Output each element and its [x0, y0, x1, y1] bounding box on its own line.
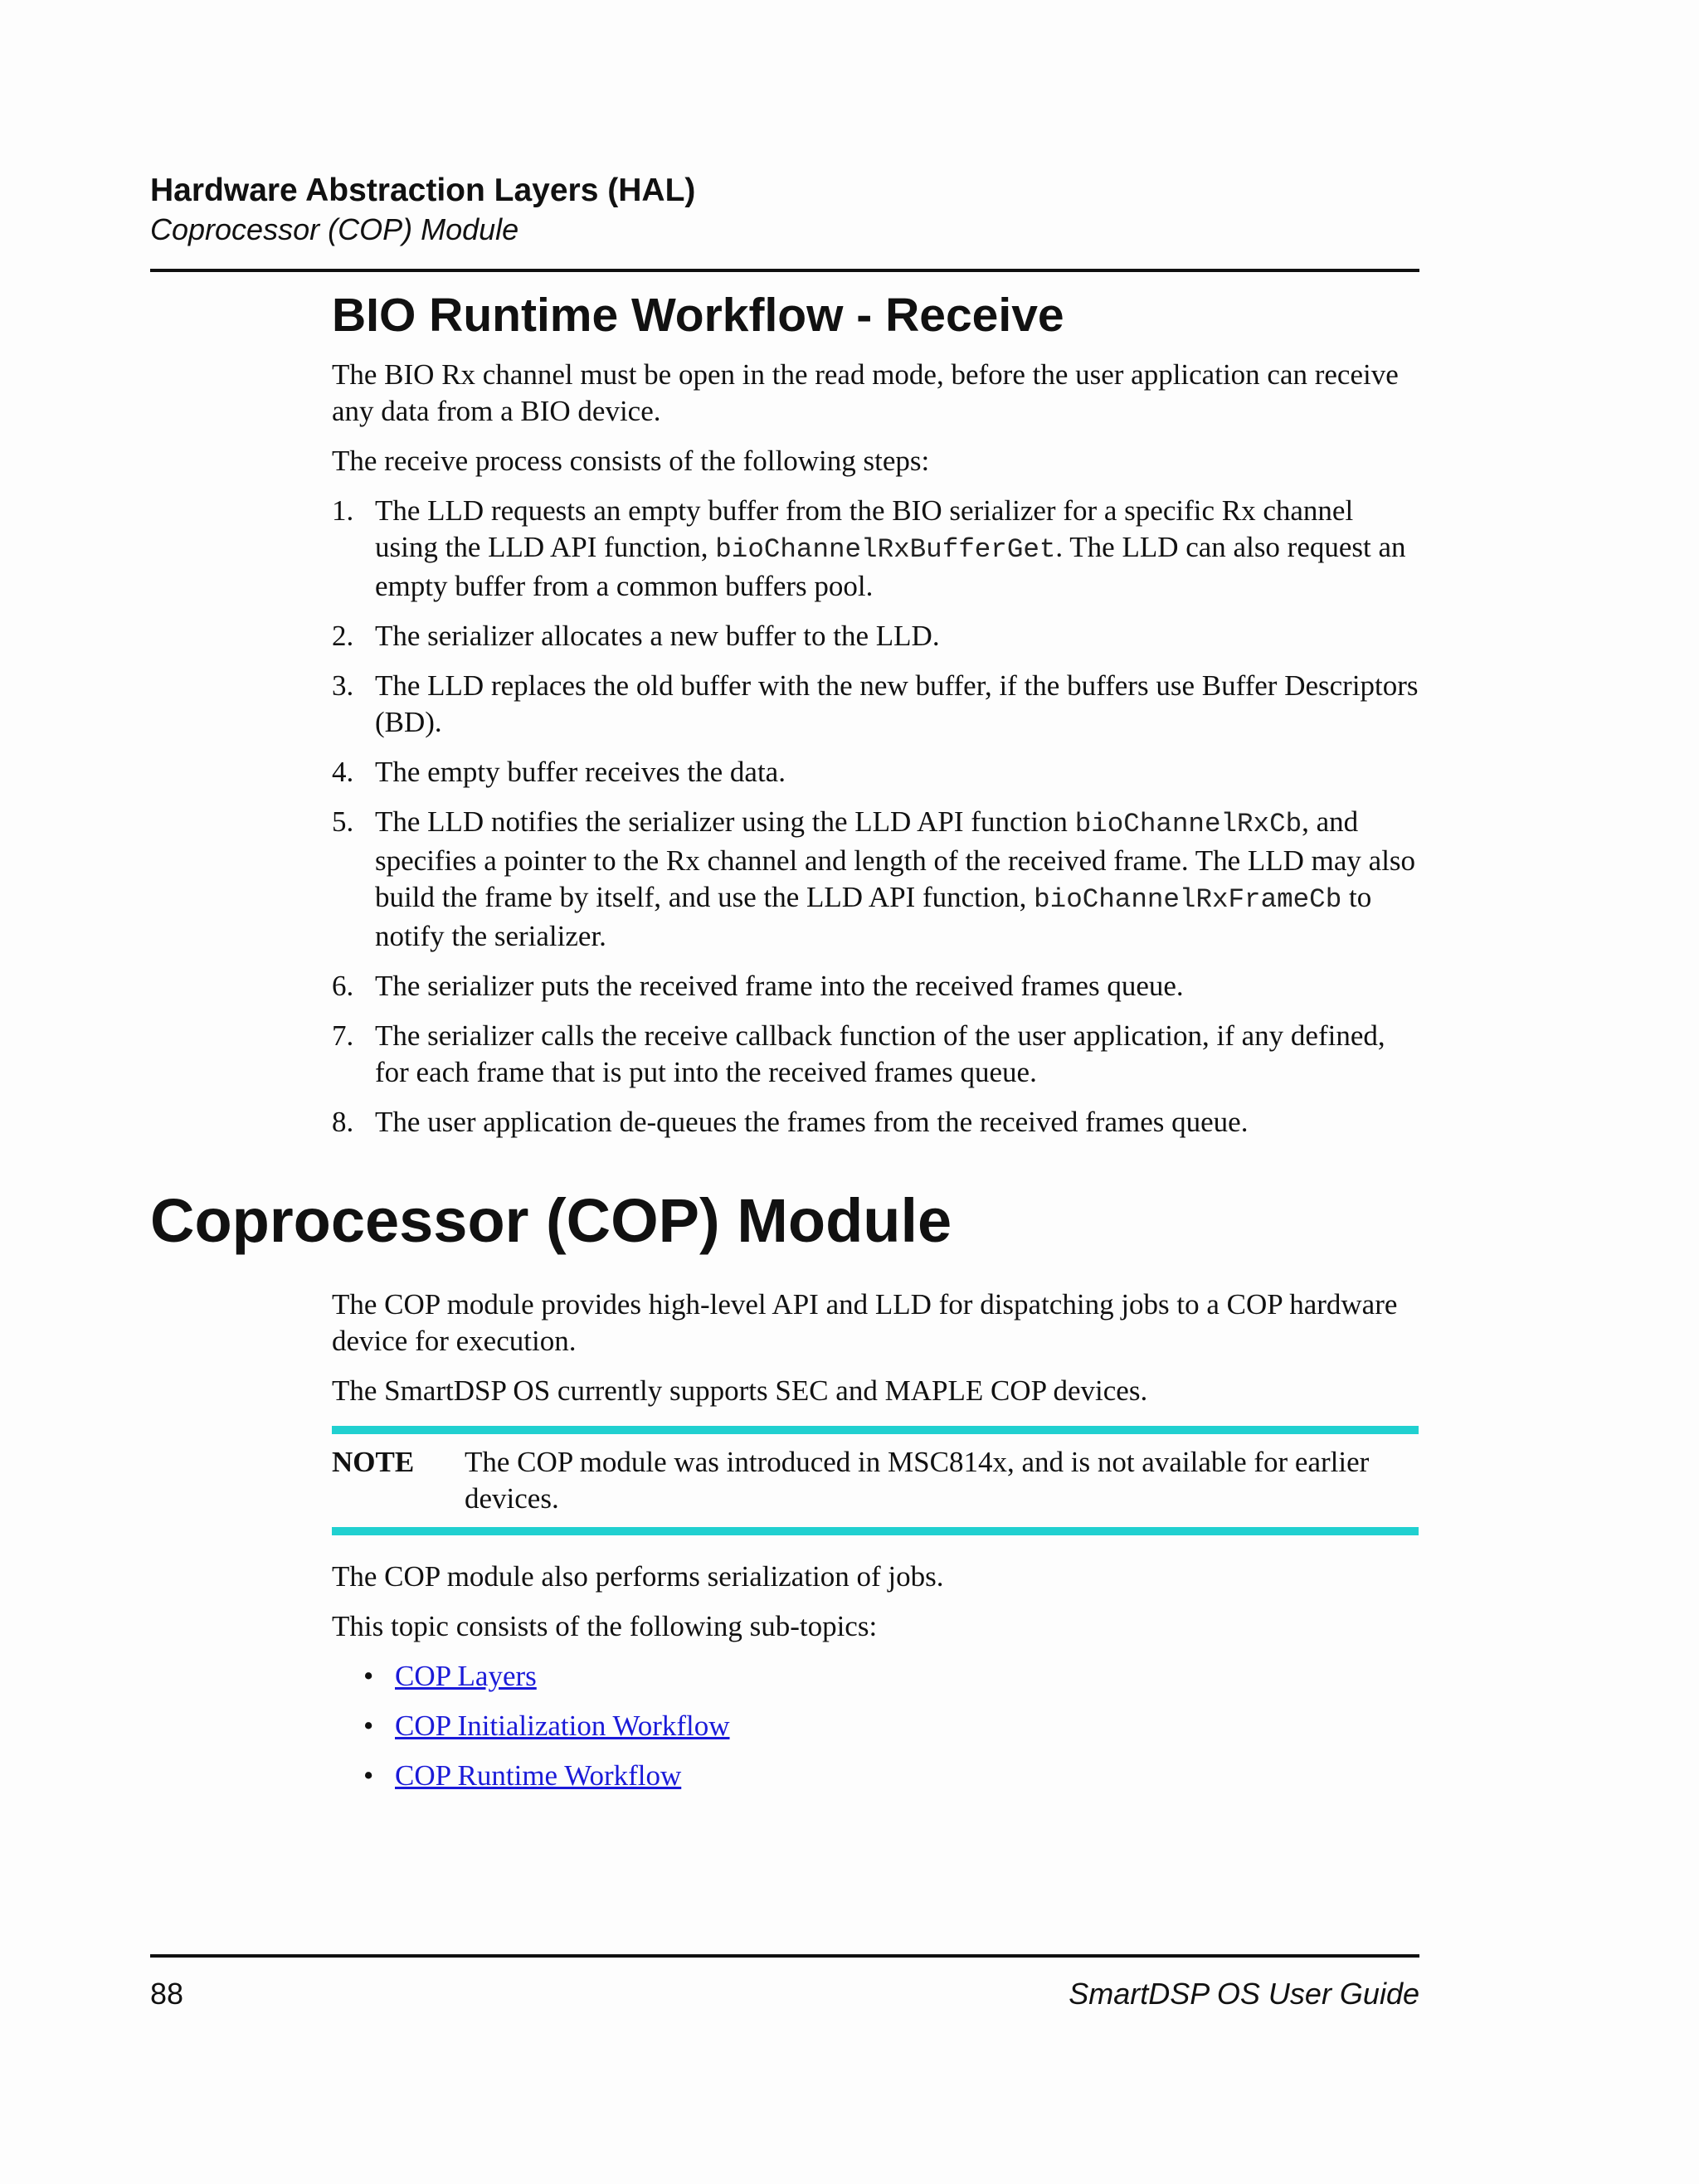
step-number: 7.: [332, 1019, 354, 1052]
document-title: SmartDSP OS User Guide: [1069, 1977, 1419, 2011]
link-cop-runtime-workflow[interactable]: COP Runtime Workflow: [395, 1759, 682, 1792]
header-rule: [150, 269, 1419, 272]
note-label: NOTE: [332, 1446, 415, 1478]
step-number: 8.: [332, 1106, 354, 1138]
bullet-icon: •: [363, 1759, 374, 1792]
running-header-title: Hardware Abstraction Layers (HAL): [150, 173, 696, 208]
list-item: [332, 1018, 1419, 1091]
list-item: [332, 1708, 1419, 1744]
step-text: The serializer allocates a new buffer to the LLD.: [375, 620, 940, 652]
bio-intro-paragraph: The BIO Rx channel must be open in the read mode, before the user application can receive any data from a BIO device.: [332, 358, 1399, 427]
list-item: [332, 804, 1419, 955]
step-text: The LLD replaces the old buffer with the new buffer, if the buffers use Buffer Descriptors (BD).: [375, 669, 1419, 738]
step-number: 4.: [332, 756, 354, 788]
bio-steps-list: [332, 493, 1419, 1141]
note-text: The COP module was introduced in MSC814x, and is not available for earlier devices.: [465, 1446, 1370, 1515]
list-item: [332, 1658, 1419, 1695]
code-function-name: bioChannelRxBufferGet: [715, 534, 1056, 565]
list-item: [332, 968, 1419, 1004]
subtopics-list: [332, 1658, 1419, 1794]
step-number: 6.: [332, 970, 354, 1002]
code-function-name: bioChannelRxCb: [1074, 809, 1302, 839]
list-item: [332, 1758, 1419, 1794]
step-text: to notify the serializer.: [375, 881, 1372, 952]
bio-steps-intro: The receive process consists of the following steps:: [332, 445, 930, 477]
step-text: The serializer puts the received frame into the received frames queue.: [375, 970, 1184, 1002]
step-text: The serializer calls the receive callback function of the user application, if any defined, for each frame that is put into the received frames queue.: [375, 1019, 1385, 1088]
page-number: 88: [150, 1977, 184, 2011]
section-heading-bio: BIO Runtime Workflow - Receive: [332, 289, 1064, 342]
list-item: [332, 1104, 1419, 1141]
step-text: The LLD notifies the serializer using the LLD API function: [375, 805, 1075, 838]
list-item: [332, 754, 1419, 790]
page-content: [150, 285, 1419, 1807]
bullet-icon: •: [363, 1710, 374, 1742]
link-cop-initialization-workflow[interactable]: COP Initialization Workflow: [395, 1710, 730, 1742]
list-item: [332, 668, 1419, 741]
note-box: [332, 1426, 1419, 1535]
step-text: . The LLD can also request an empty buffer from a common buffers pool.: [375, 531, 1406, 602]
step-number: 5.: [332, 805, 354, 838]
step-text: The LLD requests an empty buffer from the BIO serializer for a specific Rx channel using the LLD API function,: [375, 494, 1354, 563]
link-cop-layers[interactable]: COP Layers: [395, 1660, 537, 1692]
cop-paragraph-4: This topic consists of the following sub-topics:: [332, 1610, 878, 1642]
running-header-subtitle: Coprocessor (COP) Module: [150, 212, 519, 246]
code-function-name: bioChannelRxFrameCb: [1034, 884, 1342, 915]
bullet-icon: •: [363, 1660, 374, 1692]
running-header: [150, 171, 695, 249]
step-text: The user application de-queues the frames from the received frames queue.: [375, 1106, 1249, 1138]
cop-paragraph-3: The COP module also performs serialization of jobs.: [332, 1560, 944, 1593]
list-item: [332, 618, 1419, 654]
step-text: The empty buffer receives the data.: [375, 756, 786, 788]
cop-paragraph-1: The COP module provides high-level API and LLD for dispatching jobs to a COP hardware device for execution.: [332, 1288, 1398, 1357]
footer-rule: [150, 1954, 1419, 1958]
step-number: 3.: [332, 669, 354, 702]
step-text: , and specifies a pointer to the Rx channel and length of the received frame. The LLD may also build the frame by itself, and use the LLD API function,: [375, 805, 1416, 913]
step-number: 2.: [332, 620, 354, 652]
list-item: [332, 493, 1419, 605]
step-number: 1.: [332, 494, 354, 527]
cop-paragraph-2: The SmartDSP OS currently supports SEC and MAPLE COP devices.: [332, 1374, 1148, 1407]
section-heading-cop: Coprocessor (COP) Module: [150, 1186, 952, 1255]
